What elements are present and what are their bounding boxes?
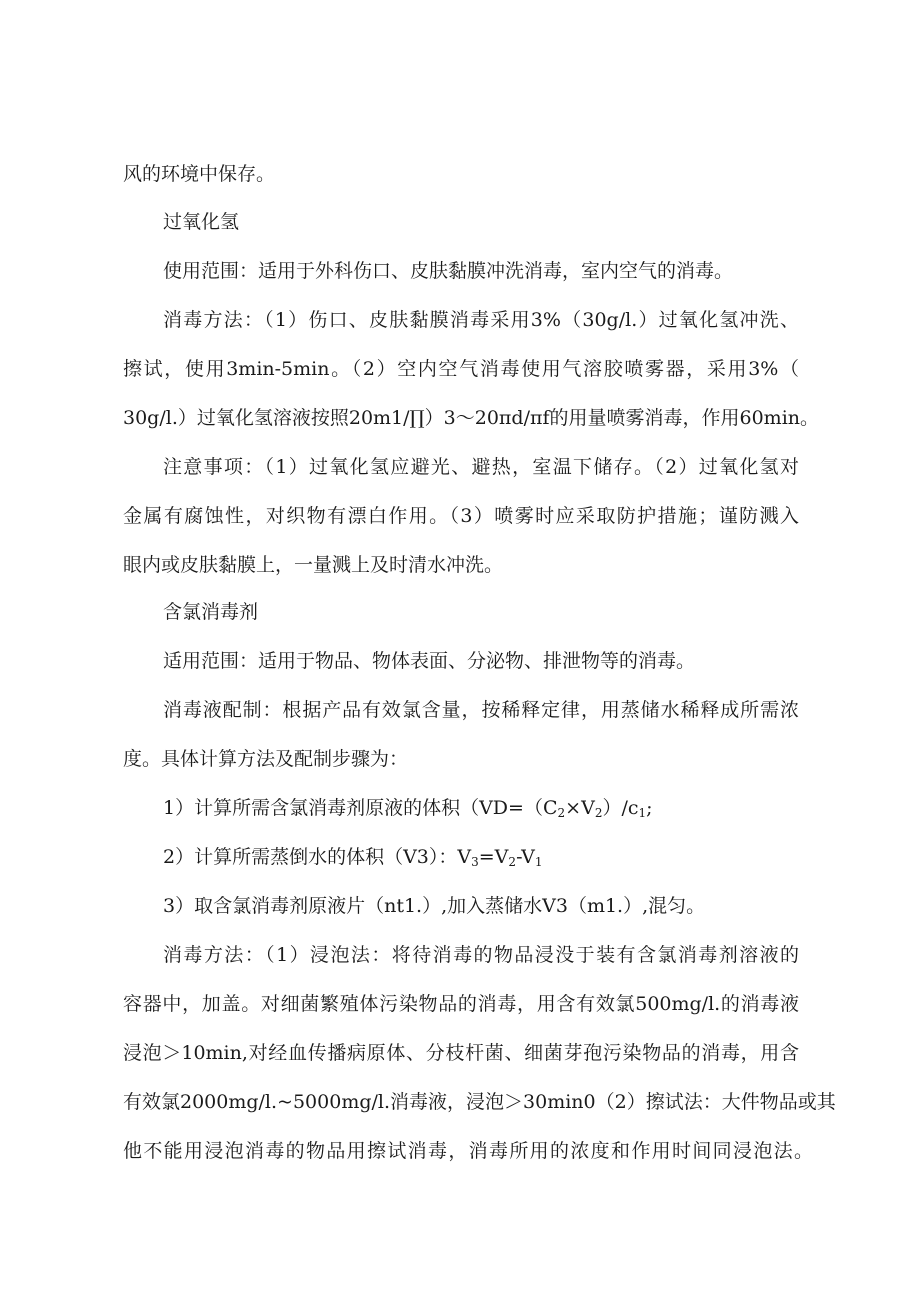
step-1-text: ×V — [565, 797, 595, 819]
preparation-paragraph-line: 消毒液配制：根据产品有效氯含量，按稀释定律，用蒸储水稀释成所需浓 — [163, 699, 799, 721]
subscript: 2 — [557, 806, 566, 820]
step-2-text: -V — [516, 846, 535, 868]
step-2 — [163, 845, 542, 869]
notes-paragraph-line: 眼内或皮肤黏膜上，一量溅上及时清水冲洗。 — [123, 554, 504, 576]
step-1 — [163, 796, 653, 820]
subscript: 2 — [508, 855, 517, 869]
subscript: 1 — [638, 806, 647, 820]
preparation-paragraph-line: 度。具体计算方法及配制步骤为： — [123, 748, 409, 770]
method-paragraph-line: 他不能用浸泡消毒的物品用擦试消毒，消毒所用的浓度和作用时间同浸泡法。 — [123, 1140, 813, 1162]
method-paragraph-line: 消毒方法：（1）伤口、皮肤黏膜消毒采用3%（30g/l.）过氧化氢冲洗、 — [163, 309, 799, 331]
step-1-text: ; — [646, 797, 653, 819]
scope-paragraph: 使用范围：适用于外科伤口、皮肤黏膜冲洗消毒，室内空气的消毒。 — [163, 260, 734, 282]
notes-paragraph-line: 金属有腐蚀性，对织物有漂白作用。（3）喷雾时应采取防护措施；谨防溅入 — [123, 505, 799, 527]
notes-paragraph-line: 注意事项：（1）过氧化氢应避光、避热，室温下储存。（2）过氧化氢对 — [163, 456, 799, 478]
text-line: 风的环境中保存。 — [123, 163, 276, 185]
section-heading-chlorine-disinfectant: 含氯消毒剂 — [163, 601, 259, 623]
step-1-text: ）/c — [602, 797, 639, 819]
method-paragraph-line: 消毒方法：（1）浸泡法：将待消毒的物品浸没于装有含氯消毒剂溶液的 — [163, 944, 799, 966]
method-paragraph-line: 浸泡＞10min,对经血传播病原体、分枝杆菌、细菌芽孢污染物品的消毒，用含 — [123, 1042, 799, 1064]
subscript: 1 — [534, 855, 543, 869]
scope-paragraph: 适用范围：适用于物品、物体表面、分泌物、排泄物等的消毒。 — [163, 650, 696, 672]
method-paragraph-line: 擦试，使用3min-5min。（2）空内空气消毒使用气溶胶喷雾器，采用3%（ — [123, 358, 799, 380]
step-3: 3）取含氯消毒剂原液片（nt1.）,加入蒸储水V3（m1.）,混匀。 — [163, 895, 706, 917]
subscript: 3 — [471, 855, 479, 869]
section-heading-hydrogen-peroxide: 过氧化氢 — [163, 211, 240, 233]
method-paragraph-line: 有效氯2000mg/l.~5000mg/l.消毒液，浸泡＞30min0（2）擦试法：大件物品或其 — [123, 1091, 836, 1113]
step-2-text: 2）计算所需蒸倒水的体积（V3）：V — [163, 846, 472, 868]
step-2-text: =V — [478, 846, 509, 868]
subscript: 2 — [594, 806, 603, 820]
method-paragraph-line: 30g/l.）过氧化氢溶液按照20m1/∏）3～20πd/πf的用量喷雾消毒，作用60min。 — [123, 407, 820, 429]
step-1-text: 1）计算所需含氯消毒剂原液的体积（VD=（C — [163, 797, 558, 819]
method-paragraph-line: 容器中，加盖。对细菌繁殖体污染物品的消毒，用含有效氯500mg/l.的消毒液 — [123, 993, 799, 1015]
